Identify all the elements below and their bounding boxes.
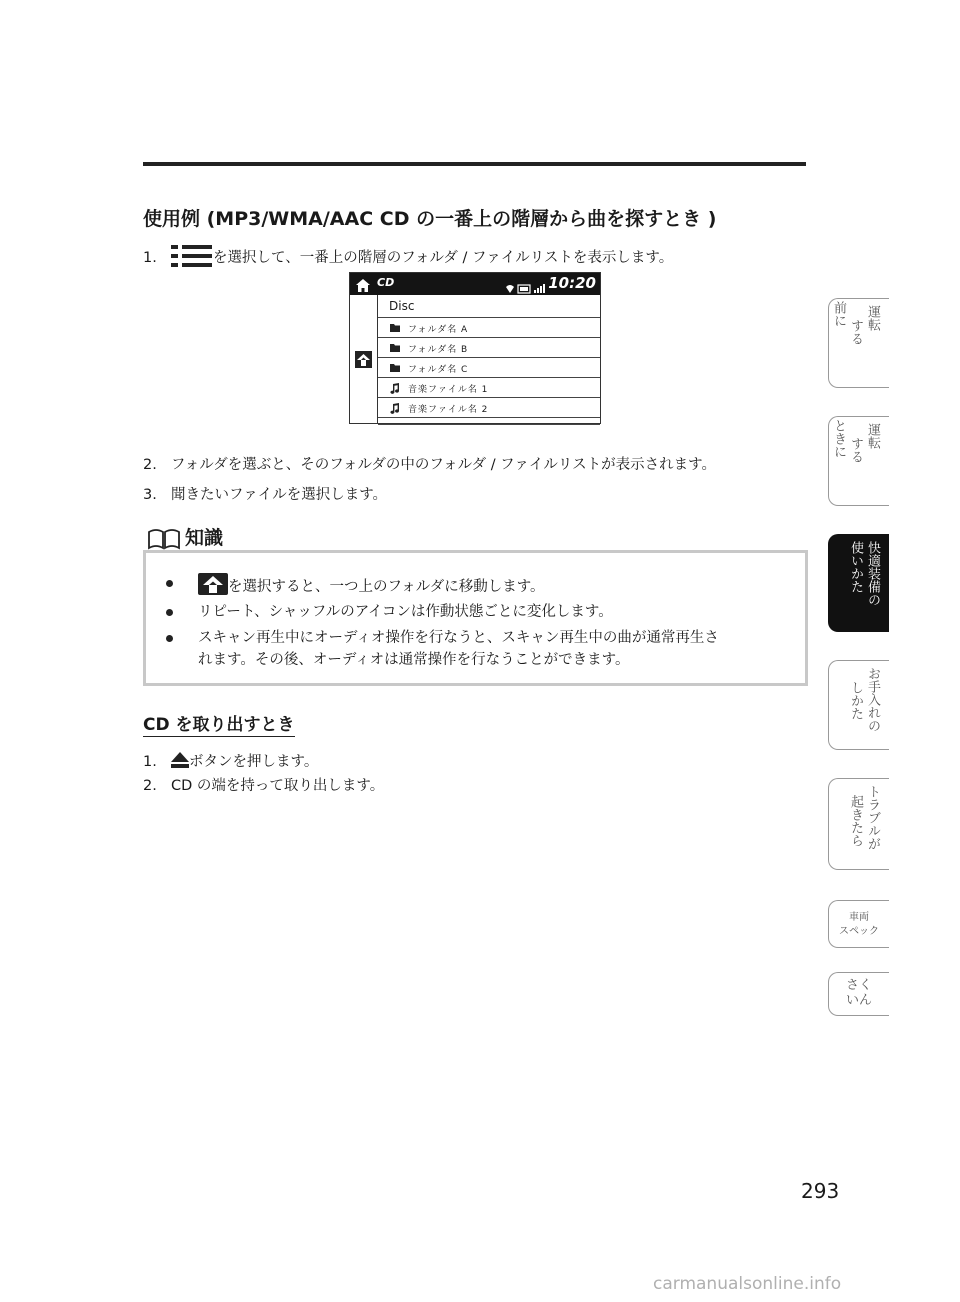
list-icon <box>171 244 213 272</box>
tab-maintenance[interactable] <box>828 660 889 750</box>
folder-icon <box>390 363 400 375</box>
step-number: 2. <box>143 457 157 473</box>
home-icon[interactable] <box>356 277 370 296</box>
music-note-icon <box>390 383 400 397</box>
step-text: 聞きたいファイルを選択します。 <box>171 487 388 503</box>
tab-label: する <box>848 319 863 345</box>
knowledge-heading <box>147 523 223 550</box>
bullet-dot <box>166 635 173 642</box>
bullet-dot <box>166 580 173 587</box>
tab-comfort-equipment[interactable] <box>828 534 889 632</box>
tab-vehicle-spec[interactable] <box>828 900 889 948</box>
disc-label: Disc <box>389 299 415 313</box>
folder-up-icon <box>198 573 228 601</box>
screen-header <box>350 273 600 295</box>
step-1 <box>143 244 673 272</box>
step-text: ボタンを押します。 <box>189 754 319 770</box>
step-2 <box>143 453 716 474</box>
list-item-label: 音楽ファイル名 1 <box>408 385 489 395</box>
bullet-dot <box>166 609 173 616</box>
list-item[interactable] <box>378 357 600 377</box>
tab-label: いん <box>845 993 872 1008</box>
folder-icon <box>390 343 400 355</box>
knowledge-title: 知識 <box>185 527 224 549</box>
tab-before-driving[interactable] <box>828 298 889 388</box>
list-item[interactable] <box>378 317 600 337</box>
step-number: 3. <box>143 487 157 503</box>
tab-label: トラブルが <box>865 785 880 850</box>
tab-label: しかた <box>848 681 863 720</box>
list-item[interactable] <box>378 337 600 357</box>
step-text: CD の端を持って取り出します。 <box>171 778 385 794</box>
tab-trouble[interactable] <box>828 778 889 870</box>
tab-label: お手入れの <box>865 667 880 732</box>
list-item-label: フォルダ名 A <box>408 325 469 335</box>
bullet-text-2: リピート、シャッフルのアイコンは作動状態ごとに変化します。 <box>198 604 613 620</box>
book-icon <box>147 528 181 550</box>
list-item-label: フォルダ名 C <box>408 365 469 375</box>
clock: 10:20 <box>548 274 596 292</box>
status-icons <box>506 279 548 298</box>
tab-label: 前に <box>831 301 846 327</box>
list-item[interactable] <box>378 397 600 417</box>
music-note-icon <box>390 403 400 417</box>
bullet-text-3: スキャン再生中にオーディオ操作を行なうと、スキャン再生中の曲が通常再生さ <box>198 630 719 646</box>
file-list <box>378 317 600 425</box>
step-text: フォルダを選ぶと、そのフォルダの中のフォルダ / ファイルリストが表示されます。 <box>171 457 716 473</box>
step-3 <box>143 483 387 504</box>
tab-label: 運転 <box>865 305 880 331</box>
tab-label: 快適装備の <box>865 541 880 606</box>
list-item[interactable] <box>378 377 600 397</box>
bullet-text-1: を選択すると、一つ上のフォルダに移動します。 <box>228 579 545 595</box>
tab-label: ときに <box>831 419 846 458</box>
tab-index[interactable] <box>828 972 889 1016</box>
footer-watermark: carmanualsonline.info <box>653 1274 842 1294</box>
eject-step-1 <box>143 750 318 772</box>
tab-label: 運転 <box>865 423 880 449</box>
folder-up-icon[interactable] <box>355 351 372 372</box>
eject-heading: CD を取り出すとき <box>143 710 295 737</box>
tab-label: する <box>848 437 863 463</box>
screen-mockup <box>349 272 601 424</box>
tab-label: スペック <box>839 926 879 937</box>
bullet-text-4: れます。その後、オーディオは通常操作を行なうことができます。 <box>198 652 630 668</box>
page-number: 293 <box>801 1179 840 1203</box>
top-rule <box>143 162 806 166</box>
tab-label: 起きたら <box>848 795 863 847</box>
bullet-text <box>198 573 545 601</box>
eject-icon <box>171 752 189 772</box>
tab-while-driving[interactable] <box>828 416 889 506</box>
tab-label: 使いかた <box>848 541 863 593</box>
folder-icon <box>390 323 400 335</box>
step-text: を選択して、一番上の階層のフォルダ / ファイルリストを表示します。 <box>213 250 674 266</box>
source-label: CD <box>377 276 395 289</box>
knowledge-box <box>143 550 808 686</box>
screen-sidebar <box>350 295 378 423</box>
list-item-label: 音楽ファイル名 2 <box>408 405 489 415</box>
tab-label: さく <box>845 978 872 993</box>
step-number: 1. <box>143 754 157 770</box>
section-heading: 使用例 (MP3/WMA/AAC CD の一番上の階層から曲を探すとき ) <box>143 208 717 230</box>
list-item-label: フォルダ名 B <box>408 345 469 355</box>
list-item <box>378 417 600 425</box>
eject-step-2 <box>143 774 384 795</box>
tab-label: 車両 <box>849 912 869 923</box>
step-number: 1. <box>143 250 157 266</box>
step-number: 2. <box>143 778 157 794</box>
